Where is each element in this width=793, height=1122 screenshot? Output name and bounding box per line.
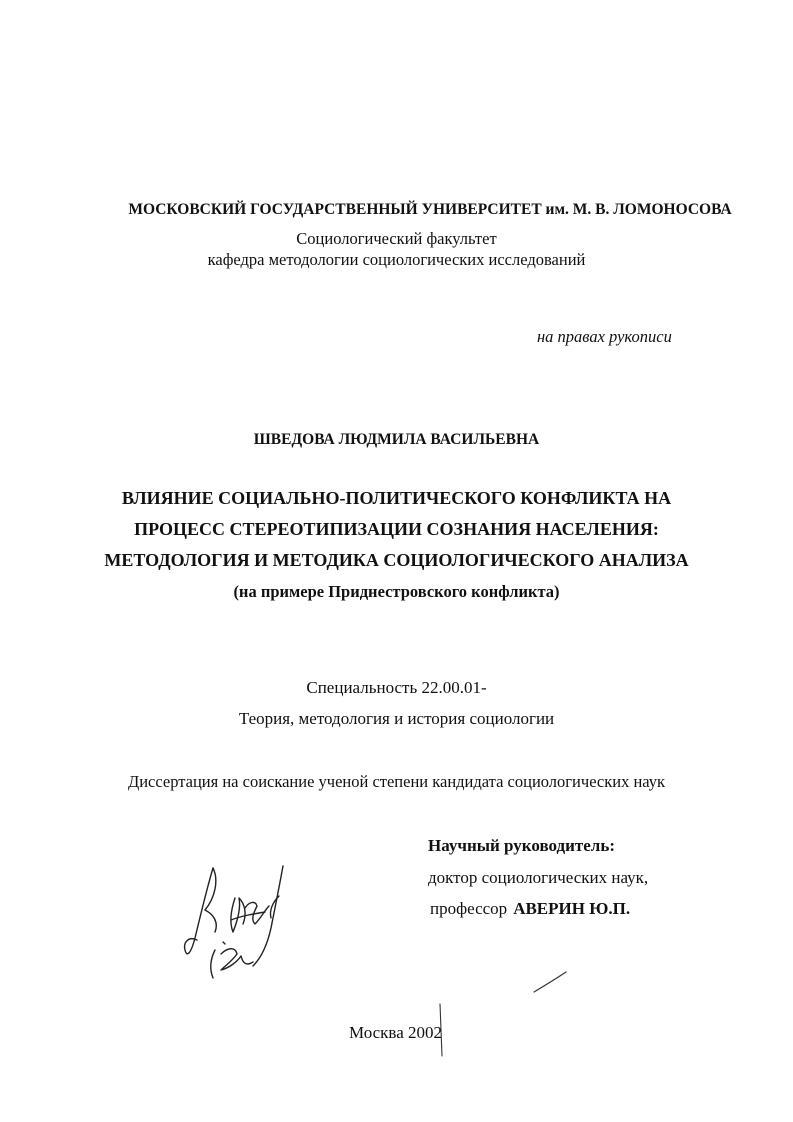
manuscript-note: на правах рукописи: [537, 327, 672, 346]
department-name: кафедра методологии социологических исследований: [207, 250, 586, 269]
handwritten-signature: [175, 858, 305, 988]
faculty-name: Социологический факультет: [296, 229, 497, 248]
thesis-title-line-3: МЕТОДОЛОГИЯ И МЕТОДИКА СОЦИОЛОГИЧЕСКОГО АНАЛИЗА: [104, 550, 689, 570]
supervisor-label: Научный руководитель:: [428, 836, 615, 855]
author-name: ШВЕДОВА ЛЮДМИЛА ВАСИЛЬЕВНА: [253, 431, 540, 448]
thesis-title-line-1: ВЛИЯНИЕ СОЦИАЛЬНО-ПОЛИТИЧЕСКОГО КОНФЛИКТА НА: [121, 488, 672, 508]
pen-stroke-mark-year: [430, 1000, 454, 1060]
thesis-title-line-2: ПРОЦЕСС СТЕРЕОТИПИЗАЦИИ СОЗНАНИЯ НАСЕЛЕНИЯ:: [134, 519, 659, 539]
pen-stroke-mark: [530, 968, 570, 998]
dissertation-statement: Диссертация на соискание ученой степени кандидата социологических наук: [127, 772, 666, 791]
supervisor-degree: доктор социологических наук,: [428, 868, 649, 887]
supervisor-rank: профессор: [430, 899, 508, 918]
specialty-code: Специальность 22.00.01-: [306, 678, 487, 697]
university-name: МОСКОВСКИЙ ГОСУДАРСТВЕННЫЙ УНИВЕРСИТЕТ им. М. В. ЛОМОНОСОВА: [128, 201, 732, 218]
specialty-name: Теория, методология и история социологии: [238, 709, 555, 728]
thesis-subtitle: (на примере Приднестровского конфликта): [233, 582, 560, 601]
supervisor-name: АВЕРИН Ю.П.: [513, 899, 631, 918]
city-year: Москва 2002: [349, 1023, 443, 1042]
supervisor-title: [430, 900, 630, 917]
